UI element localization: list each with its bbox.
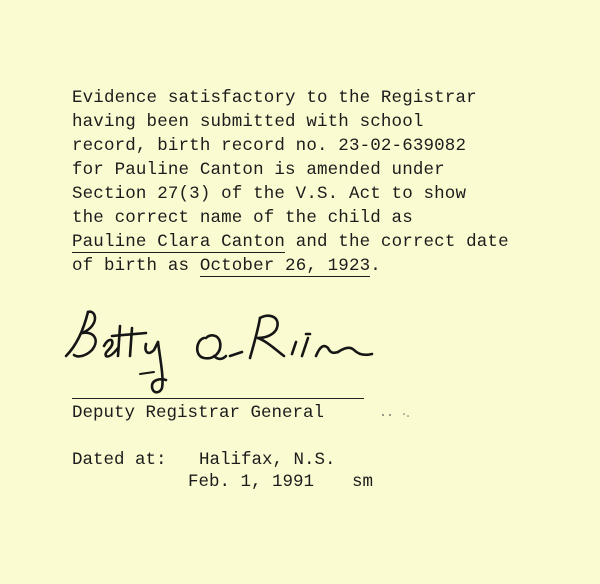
paper-specks	[380, 410, 420, 420]
corrected-birth-date: October 26, 1923	[199, 256, 371, 276]
signature-line	[72, 398, 364, 399]
dated-date: Feb. 1, 1991	[188, 472, 315, 492]
amendment-line-3: record, birth record no. 23-02-639082	[72, 136, 467, 156]
corrected-name: Pauline Clara Canton	[72, 232, 286, 252]
amendment-line-8-suffix: .	[370, 256, 381, 276]
signer-title: Deputy Registrar General	[72, 403, 325, 423]
amendment-line-7-rest: and the correct date	[285, 232, 509, 252]
amendment-line-8-prefix: of birth as	[72, 256, 200, 276]
amendment-line-1: Evidence satisfactory to the Registrar	[72, 88, 477, 108]
amendment-line-8	[72, 254, 572, 278]
dated-label: Dated at:	[72, 450, 167, 470]
dated-place: Halifax, N.S.	[199, 450, 336, 470]
handwritten-signature	[54, 298, 414, 398]
amendment-line-7	[72, 230, 572, 254]
amendment-line-5: Section 27(3) of the V.S. Act to show	[72, 184, 467, 204]
amendment-line-6: the correct name of the child as	[72, 208, 413, 228]
clerk-initials: sm	[352, 472, 374, 492]
amendment-line-4: for Pauline Canton is amended under	[72, 160, 445, 180]
amendment-text	[72, 86, 572, 278]
amendment-line-2: having been submitted with school	[72, 112, 424, 132]
